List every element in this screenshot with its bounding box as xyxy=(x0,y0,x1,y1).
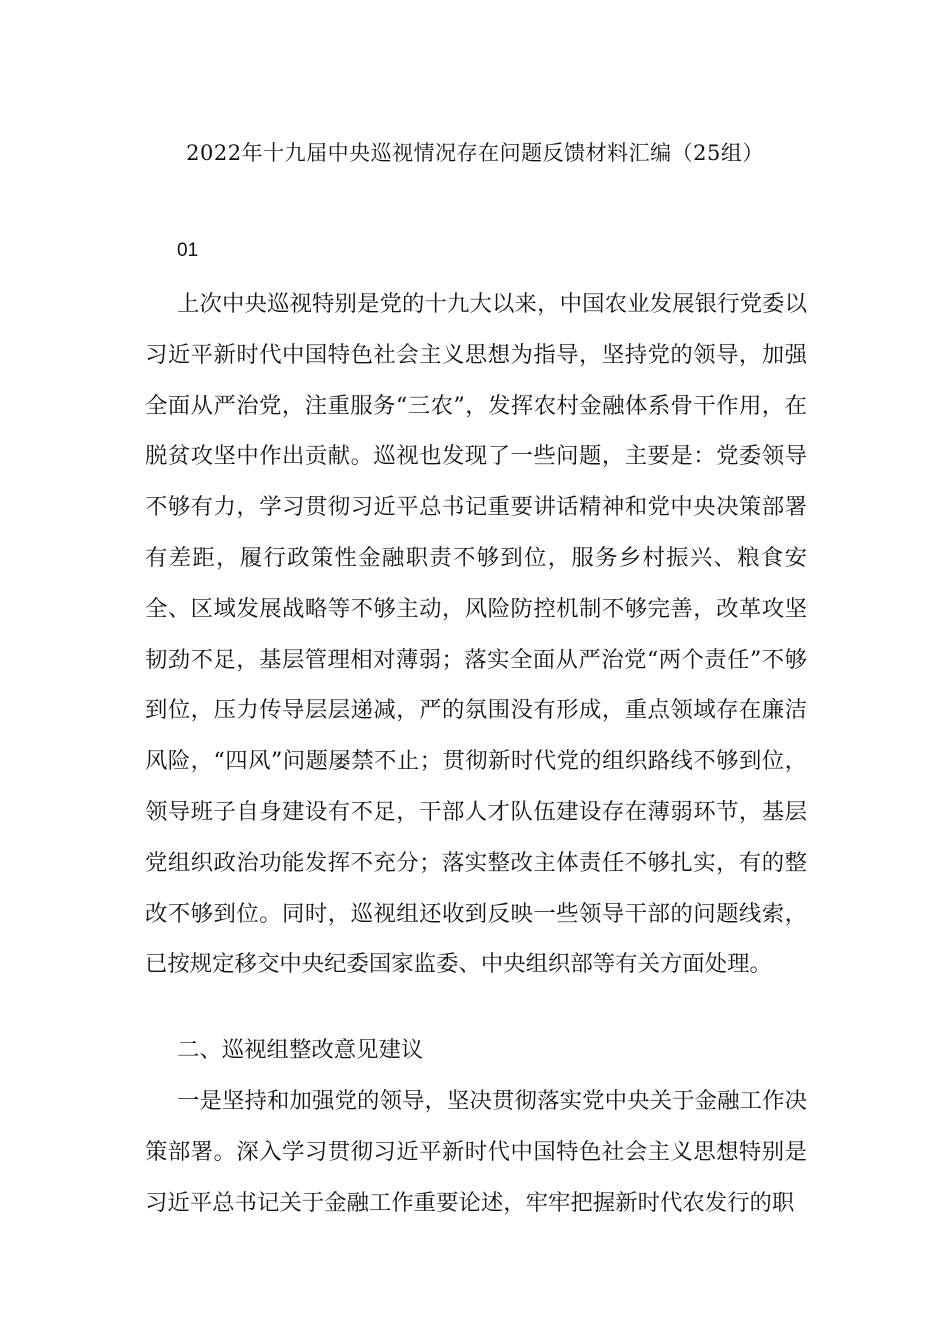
section-number: 01 xyxy=(177,240,199,261)
document-title: 2022年十九届中央巡视情况存在问题反馈材料汇编（25组） xyxy=(186,141,764,165)
section-heading-rectification: 二、巡视组整改意见建议 xyxy=(177,1037,424,1063)
paragraph-findings: 上次中央巡视特别是党的十九大以来，中国农业发展银行党委以习近平新时代中国特色社会主义思想为指导，坚持党的领导，加强全面从严治党，注重服务“三农”，发挥农村金融体系骨干作用，在脱贫攻坚中作出贡献。巡视也发现了一些问题，主要是：党委领导不够有力，学习贯彻习近平总书记重要讲话精神和党中央决策部署有差距，履行政策性金融职责不够到位，服务乡村振兴、粮食安全、区域发展战略等不够主动，风险防控机制不够完善，改革攻坚韧劲不足，基层管理相对薄弱；落实全面从严治党“两个责任”不够到位，压力传导层层递减，严的氛围没有形成，重点领域存在廉洁风险，“四风”问题屡禁不止；贯彻新时代党的组织路线不够到位，领导班子自身建设有不足，干部人才队伍建设存在薄弱环节，基层党组织政治功能发挥不充分；落实整改主体责任不够扎实，有的整改不够到位。同时，巡视组还收到反映一些领导干部的问题线索，已按规定移交中央纪委国家监委、中央组织部等有关方面处理。 xyxy=(145,291,807,978)
paragraph-recommendation-1: 一是坚持和加强党的领导，坚决贯彻落实党中央关于金融工作决策部署。深入学习贯彻习近平新时代中国特色社会主义思想特别是习近平总书记关于金融工作重要论述，牢牢把握新时代农发行的职 xyxy=(145,1088,807,1216)
